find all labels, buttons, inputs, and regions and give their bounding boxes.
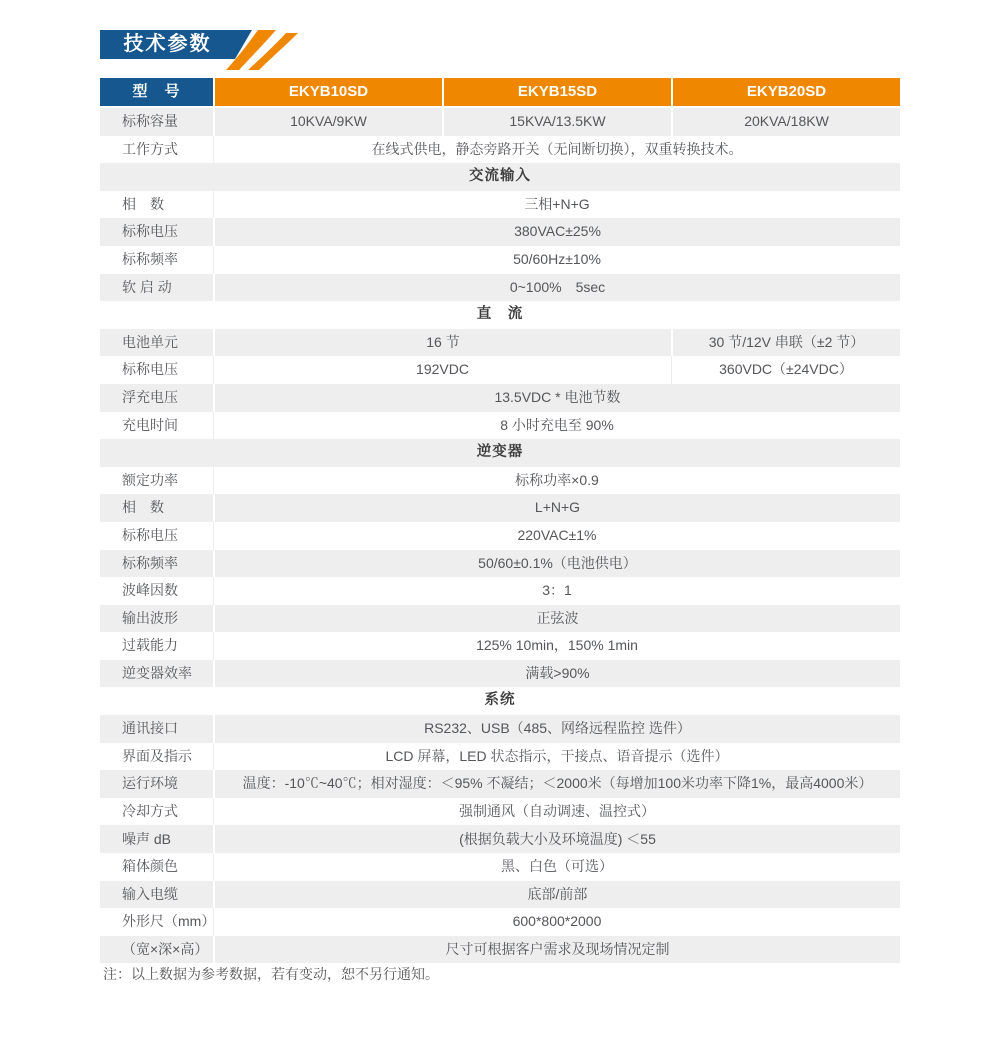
row-value: 380VAC±25%	[213, 218, 900, 246]
row-value: 30 节/12V 串联（±2 节）	[671, 329, 900, 357]
section-row	[100, 687, 900, 715]
row-label: 相 数	[122, 195, 164, 212]
table-row	[100, 908, 900, 936]
row-value: 20KVA/18KW	[671, 108, 900, 136]
footnote: 注：以上数据为参考数据，若有变动，恕不另行通知。	[103, 966, 439, 982]
row-label: 充电时间	[122, 416, 178, 433]
table-row	[100, 605, 900, 633]
row-value: 正弦波	[213, 605, 900, 633]
row-label: 工作方式	[122, 140, 178, 157]
title-banner	[100, 30, 310, 74]
row-label: 标称电压	[122, 361, 178, 378]
section-title: 交流输入	[469, 168, 531, 185]
table-row	[100, 936, 900, 964]
row-label: 波峰因数	[122, 582, 178, 599]
row-label: 输入电缆	[122, 885, 178, 902]
table-row	[100, 329, 900, 357]
row-label: 软 启 动	[122, 278, 172, 295]
row-value: 15KVA/13.5KW	[442, 108, 671, 136]
table-row	[100, 136, 900, 164]
row-value: 满载>90%	[213, 660, 900, 688]
table-row	[100, 467, 900, 495]
table-row	[100, 494, 900, 522]
row-value: 360VDC（±24VDC）	[671, 356, 900, 384]
row-value: 尺寸可根据客户需求及现场情况定制	[213, 936, 900, 964]
table-row	[100, 522, 900, 550]
row-label: 界面及指示	[122, 747, 192, 764]
row-value: (根据负载大小及环境温度) ＜55	[213, 825, 900, 853]
table-header-row	[100, 78, 900, 106]
table-row	[100, 743, 900, 771]
row-label: 噪声 dB	[122, 830, 172, 847]
section-title: 逆变器	[476, 443, 524, 460]
row-value: 标称功率×0.9	[213, 467, 900, 495]
row-value: 0~100% 5sec	[213, 274, 900, 302]
table-row	[100, 770, 900, 798]
row-label: 标称频率	[122, 554, 178, 571]
table-row	[100, 218, 900, 246]
row-value: 192VDC	[213, 356, 671, 384]
table-row	[100, 412, 900, 440]
row-value: 50/60±0.1%（电池供电）	[213, 550, 900, 578]
model-cell: EKYB20SD	[671, 78, 900, 106]
row-label: 电池单元	[122, 333, 178, 350]
row-value: 10KVA/9KW	[213, 108, 442, 136]
table-row	[100, 881, 900, 909]
model-cell: EKYB15SD	[442, 78, 671, 106]
table-row	[100, 660, 900, 688]
row-label: 标称电压	[122, 223, 178, 240]
table-row	[100, 798, 900, 826]
row-label: 额定功率	[122, 471, 178, 488]
row-label: 逆变器效率	[122, 664, 192, 681]
table-row	[100, 191, 900, 219]
table-row	[100, 356, 900, 384]
row-label: 过载能力	[122, 637, 178, 654]
page-title: 技术参数	[123, 33, 212, 55]
row-value: 黑、白色（可选）	[213, 853, 900, 881]
table-row	[100, 853, 900, 881]
row-label: 运行环境	[122, 775, 178, 792]
table-row	[100, 825, 900, 853]
row-value: 三相+N+G	[213, 191, 900, 219]
table-row	[100, 274, 900, 302]
row-label: 箱体颜色	[122, 858, 178, 875]
row-value: 底部/前部	[213, 881, 900, 909]
row-value: 3：1	[213, 577, 900, 605]
row-value: L+N+G	[213, 494, 900, 522]
row-label: 通讯接口	[122, 720, 178, 737]
table-row	[100, 577, 900, 605]
table-row	[100, 632, 900, 660]
row-label: 外形尺（mm）	[122, 913, 216, 930]
row-label: 标称频率	[122, 251, 178, 268]
row-value: 强制通风（自动调速、温控式）	[213, 798, 900, 826]
row-value: 600*800*2000	[213, 908, 900, 936]
table-row	[100, 108, 900, 136]
row-value: 13.5VDC * 电池节数	[213, 384, 900, 412]
section-row	[100, 439, 900, 467]
row-value: 在线式供电，静态旁路开关（无间断切换），双重转换技术。	[213, 136, 900, 164]
model-label-cell: 型 号	[100, 78, 213, 106]
row-label: 标称容量	[122, 113, 178, 130]
row-value: 50/60Hz±10%	[213, 246, 900, 274]
row-label: 输出波形	[122, 609, 178, 626]
spec-table	[100, 78, 900, 963]
row-value: 125% 10min，150% 1min	[213, 632, 900, 660]
table-row	[100, 715, 900, 743]
row-label: 浮充电压	[122, 389, 178, 406]
row-value: 温度：-10℃~40℃；相对湿度：＜95% 不凝结；＜2000米（每增加100米功率下降1%，最高4000米）	[213, 770, 900, 798]
model-cell: EKYB10SD	[213, 78, 442, 106]
row-label: 冷却方式	[122, 802, 178, 819]
row-label: （宽×深×高）	[122, 940, 209, 957]
table-row	[100, 550, 900, 578]
row-value: RS232、USB（485、网络远程监控 选件）	[213, 715, 900, 743]
row-value: 220VAC±1%	[213, 522, 900, 550]
section-row	[100, 301, 900, 329]
section-title: 系统	[484, 692, 516, 709]
row-value: 8 小时充电至 90%	[213, 412, 900, 440]
row-value: LCD 屏幕，LED 状态指示，干接点、语音提示（选件）	[213, 743, 900, 771]
table-row	[100, 246, 900, 274]
table-row	[100, 384, 900, 412]
section-title: 直 流	[476, 305, 524, 322]
row-label: 标称电压	[122, 527, 178, 543]
row-label: 相 数	[122, 499, 164, 516]
row-value: 16 节	[213, 329, 671, 357]
section-row	[100, 163, 900, 191]
